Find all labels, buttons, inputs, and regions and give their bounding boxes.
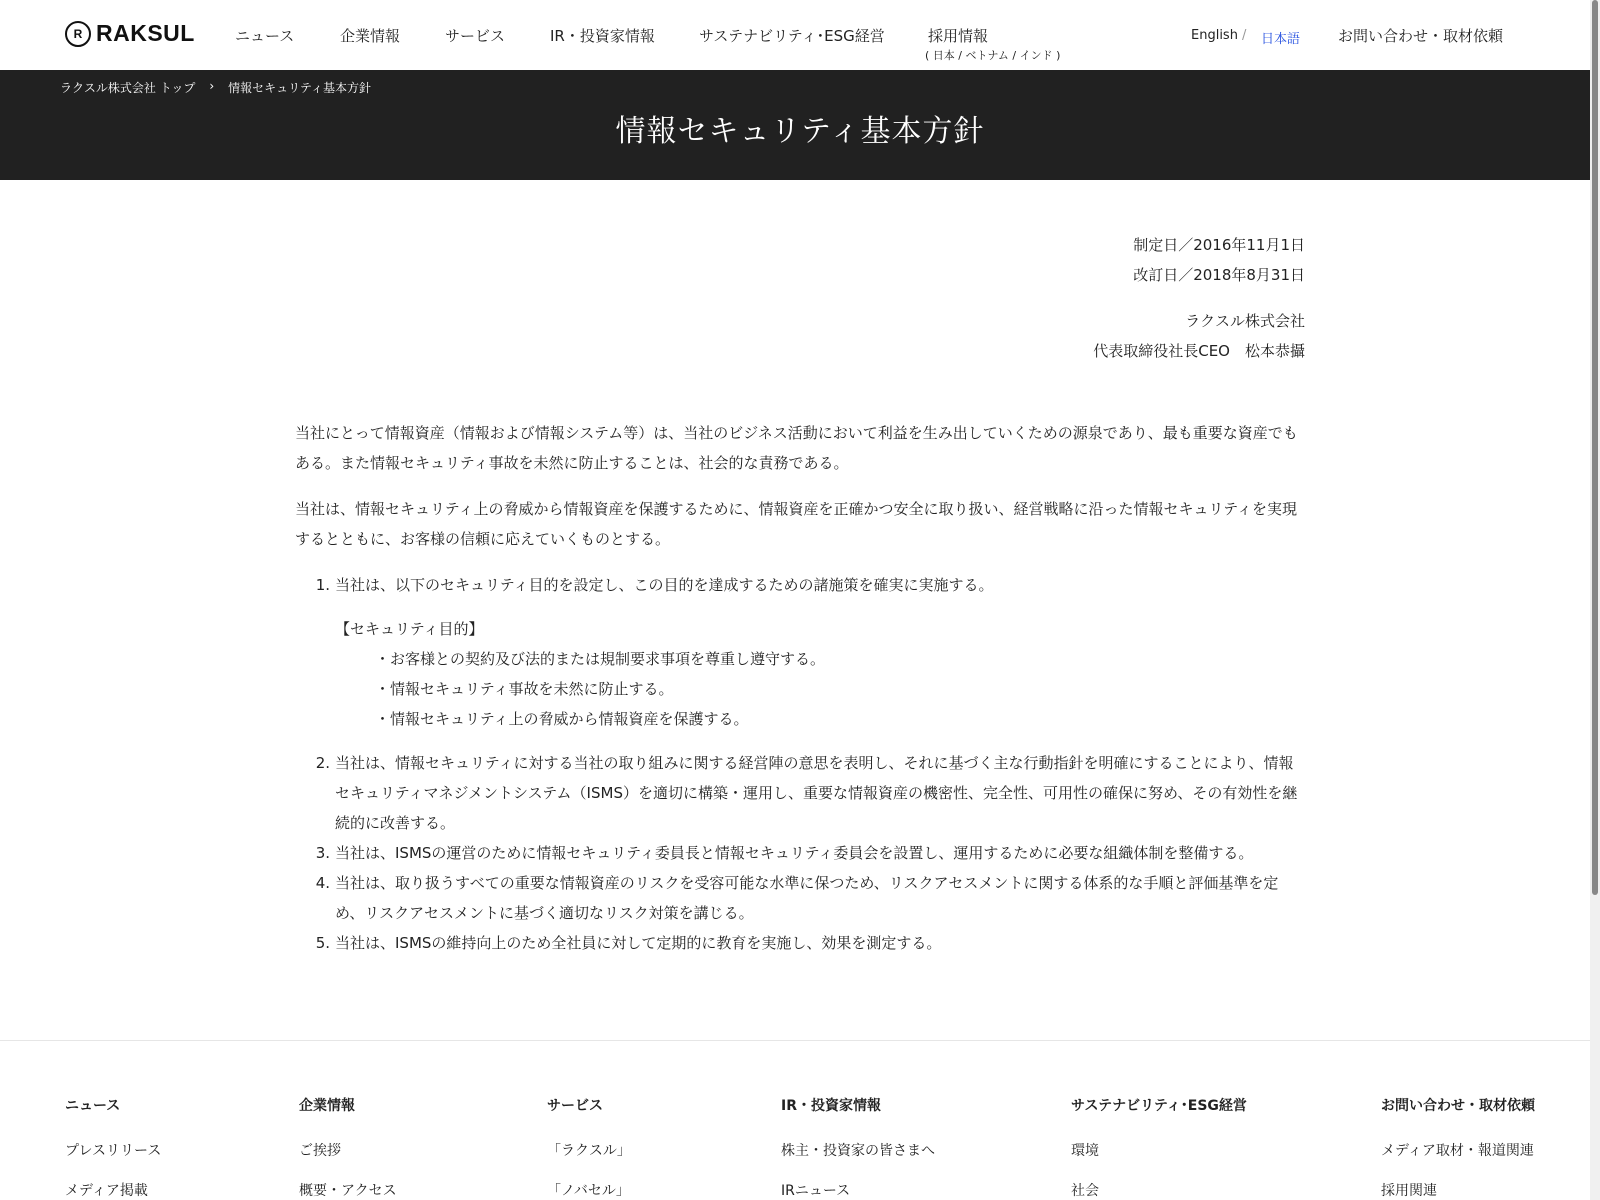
raksul-logo-mark-icon: R [65,21,91,47]
nav-ir[interactable]: IR・投資家情報 [550,27,655,45]
footer-link[interactable]: プレスリリース [65,1143,162,1159]
list-item-text: 当社は、ISMSの維持向上のため全社員に対して定期的に教育を実施し、効果を測定する。 [335,934,942,952]
established-date: 制定日／2016年11月1日 [1133,236,1305,254]
footer-link[interactable]: 「ノバセル」 [547,1183,630,1199]
objective-item: ・お客様との契約及び法的または規制要求事項を尊重し遵守する。 [375,650,826,668]
footer-heading[interactable]: IR・投資家情報 [781,1098,881,1114]
list-item-text: 当社は、取り扱うすべての重要な情報資産のリスクを受容可能な水準に保つため、リスクアセスメントに関する体系的な手順と評価基準を定め、リスクアセスメントに基づく適切なリスク対策を講じる。 [335,874,1279,922]
intro-paragraph-1: 当社にとって情報資産（情報および情報システム等）は、当社のビジネス活動において利益を生み出していくための源泉であり、最も重要な資産でもある。また情報セキュリティ事故を未然に防止することは、社会的な責務である。 [295,424,1298,472]
page-scrollbar[interactable] [1590,0,1600,1200]
list-item-text: 当社は、以下のセキュリティ目的を設定し、この目的を達成するための諸施策を確実に実施する。 [335,576,994,594]
footer-link[interactable]: 概要・アクセス [299,1183,397,1199]
revised-date: 改訂日／2018年8月31日 [1133,266,1305,284]
footer-link[interactable]: 採用関連 [1381,1183,1437,1199]
breadcrumb-current: 情報セキュリティ基本方針 [228,81,371,95]
footer-link[interactable]: メディア掲載 [65,1183,148,1199]
nav-sustainability[interactable]: サステナビリティ･ESG経営 [699,27,885,45]
policy-meta [295,230,1305,366]
footer-link[interactable]: 環境 [1071,1143,1099,1159]
security-objectives [335,614,1305,734]
footer-link[interactable]: 「ラクスル」 [547,1143,631,1159]
footer-link[interactable]: 株主・投資家の皆さまへ [781,1143,935,1159]
footer-column-sustainability [1071,1095,1247,1200]
list-item [295,928,1305,958]
objectives-heading: 【セキュリティ目的】 [335,620,484,638]
footer-heading[interactable]: サービス [547,1098,603,1114]
footer-link[interactable]: IRニュース [781,1183,851,1199]
footer-column-company [299,1095,397,1200]
footer-column-news [65,1095,161,1200]
list-item-number: 4. [315,874,330,892]
list-item [295,868,1305,928]
lang-japanese-link[interactable]: 日本語 [1261,32,1301,47]
breadcrumb [60,79,371,96]
footer-heading[interactable]: お問い合わせ・取材依頼 [1381,1098,1535,1114]
nav-company[interactable]: 企業情報 [340,27,401,45]
footer-link[interactable]: ご挨拶 [299,1143,341,1159]
breadcrumb-chevron-icon: › [209,79,215,93]
page-title-band [0,70,1600,180]
signer-name: 代表取締役社長CEO 松本恭攝 [1093,342,1305,360]
lang-separator: / [1242,28,1247,43]
list-item-text: 当社は、情報セキュリティに対する当社の取り組みに関する経営陣の意思を表明し、それに基づく主な行動指針を明確にすることにより、情報セキュリティマネジメントシステム（ISMS）を適切に構築・運用し、重要な情報資産の機密性、完全性、可用性の確保に努め、その有効性を継続的に改善する。 [335,754,1298,832]
raksul-logo-text: RAKSUL [96,20,195,46]
site-header [0,0,1600,70]
policy-content [295,230,1305,958]
list-item-number: 1. [315,576,330,594]
list-item [295,570,1305,600]
footer-heading[interactable]: 企業情報 [299,1098,355,1114]
list-item [295,748,1305,838]
list-item [295,838,1305,868]
site-footer [0,1040,1600,1200]
footer-column-contact [1381,1095,1535,1200]
nav-recruit-regions: ( 日本 / ベトナム / インド ) [925,49,1061,62]
list-item-number: 5. [315,934,330,952]
nav-recruit[interactable]: 採用情報 [928,27,989,45]
footer-column-ir [781,1095,935,1200]
raksul-logo[interactable] [65,20,195,47]
objective-item: ・情報セキュリティ事故を未然に防止する。 [375,680,674,698]
policy-list [295,570,1305,958]
page-title: 情報セキュリティ基本方針 [615,114,985,149]
objective-item: ・情報セキュリティ上の脅威から情報資産を保護する。 [375,710,749,728]
list-item-number: 3. [315,844,330,862]
list-item-text: 当社は、ISMSの運営のために情報セキュリティ委員長と情報セキュリティ委員会を設置し、運用するために必要な組織体制を整備する。 [335,844,1254,862]
breadcrumb-home-link[interactable]: ラクスル株式会社 トップ [60,81,196,95]
footer-link[interactable]: 社会 [1071,1183,1099,1199]
nav-news[interactable]: ニュース [235,27,295,45]
footer-heading[interactable]: ニュース [65,1098,121,1114]
nav-contact[interactable]: お問い合わせ・取材依頼 [1338,27,1504,45]
intro-paragraph-2: 当社は、情報セキュリティ上の脅威から情報資産を保護するために、情報資産を正確かつ安全に取り扱い、経営戦略に沿った情報セキュリティを実現するとともに、お客様の信頼に応えていくものとする。 [295,500,1298,548]
footer-link[interactable]: メディア取材・報道関連 [1381,1143,1534,1159]
company-name: ラクスル株式会社 [1185,312,1305,330]
nav-services[interactable]: サービス [445,27,506,45]
list-item-number: 2. [315,754,330,772]
footer-column-services [547,1095,631,1200]
lang-english-link[interactable]: English [1191,28,1238,43]
scrollbar-thumb[interactable] [1592,0,1598,895]
footer-heading[interactable]: サステナビリティ･ESG経営 [1071,1098,1247,1114]
